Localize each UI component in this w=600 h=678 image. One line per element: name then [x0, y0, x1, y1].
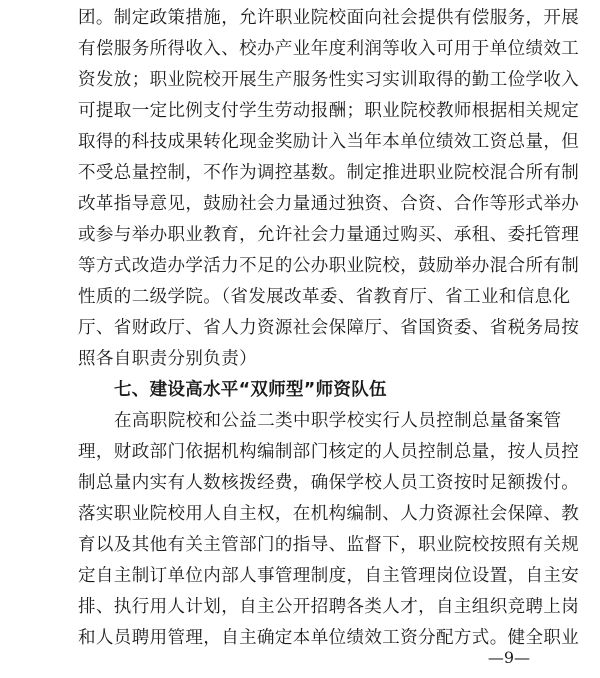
body-text-line: 等方式改造办学活力不足的公办职业院校，鼓励举办混合所有制 — [78, 256, 580, 276]
body-text-line: 不受总量控制，不作为调控基数。制定推进职业院校混合所有制 — [78, 163, 580, 183]
page-number: —9— — [487, 648, 530, 667]
body-text-line: 和人员聘用管理，自主确定本单位绩效工资分配方式。健全职业 — [78, 628, 580, 648]
body-text-line: 取得的科技成果转化现金奖励计入当年本单位绩效工资总量，但 — [78, 132, 580, 152]
body-text-line: 落实职业院校用人自主权，在机构编制、人力资源社会保障、教 — [78, 504, 580, 524]
body-text-line: 资发放；职业院校开展生产服务性实习实训取得的勤工俭学收入 — [78, 70, 580, 90]
body-text-line: 或参与举办职业教育，允许社会力量通过购买、承租、委托管理 — [78, 225, 580, 245]
section-heading: 七、建设高水平“双师型”师资队伍 — [114, 380, 387, 400]
body-text-line: 有偿服务所得收入、校办产业年度利润等收入可用于单位绩效工 — [78, 39, 580, 59]
body-text-line: 育以及其他有关主管部门的指导、监督下，职业院校按照有关规 — [78, 535, 580, 555]
body-text-line: 厅、省财政厅、省人力资源社会保障厅、省国资委、省税务局按 — [78, 318, 580, 338]
body-text-line: 可提取一定比例支付学生劳动报酬；职业院校教师根据相关规定 — [78, 101, 580, 121]
body-text-line: 理，财政部门依据机构编制部门核定的人员控制总量，按人员控 — [78, 442, 580, 462]
body-text-line: 制总量内实有人数核拨经费，确保学校人员工资按时足额拨付。 — [78, 473, 580, 493]
body-text-line: 定自主制订单位内部人事管理制度，自主管理岗位设置，自主安 — [78, 566, 580, 586]
body-text-line: 照各自职责分别负责） — [78, 349, 257, 369]
paragraph-first-line: 在高职院校和公益二类中职学校实行人员控制总量备案管 — [114, 411, 562, 431]
body-text-line: 团。制定政策措施，允许职业院校面向社会提供有偿服务，开展 — [78, 8, 580, 28]
body-text-line: 排、执行用人计划，自主公开招聘各类人才，自主组织竞聘上岗 — [78, 597, 580, 617]
body-text-line: 性质的二级学院。（省发展改革委、省教育厅、省工业和信息化 — [78, 287, 571, 307]
body-text-line: 改革指导意见，鼓励社会力量通过独资、合资、合作等形式举办 — [78, 194, 580, 214]
